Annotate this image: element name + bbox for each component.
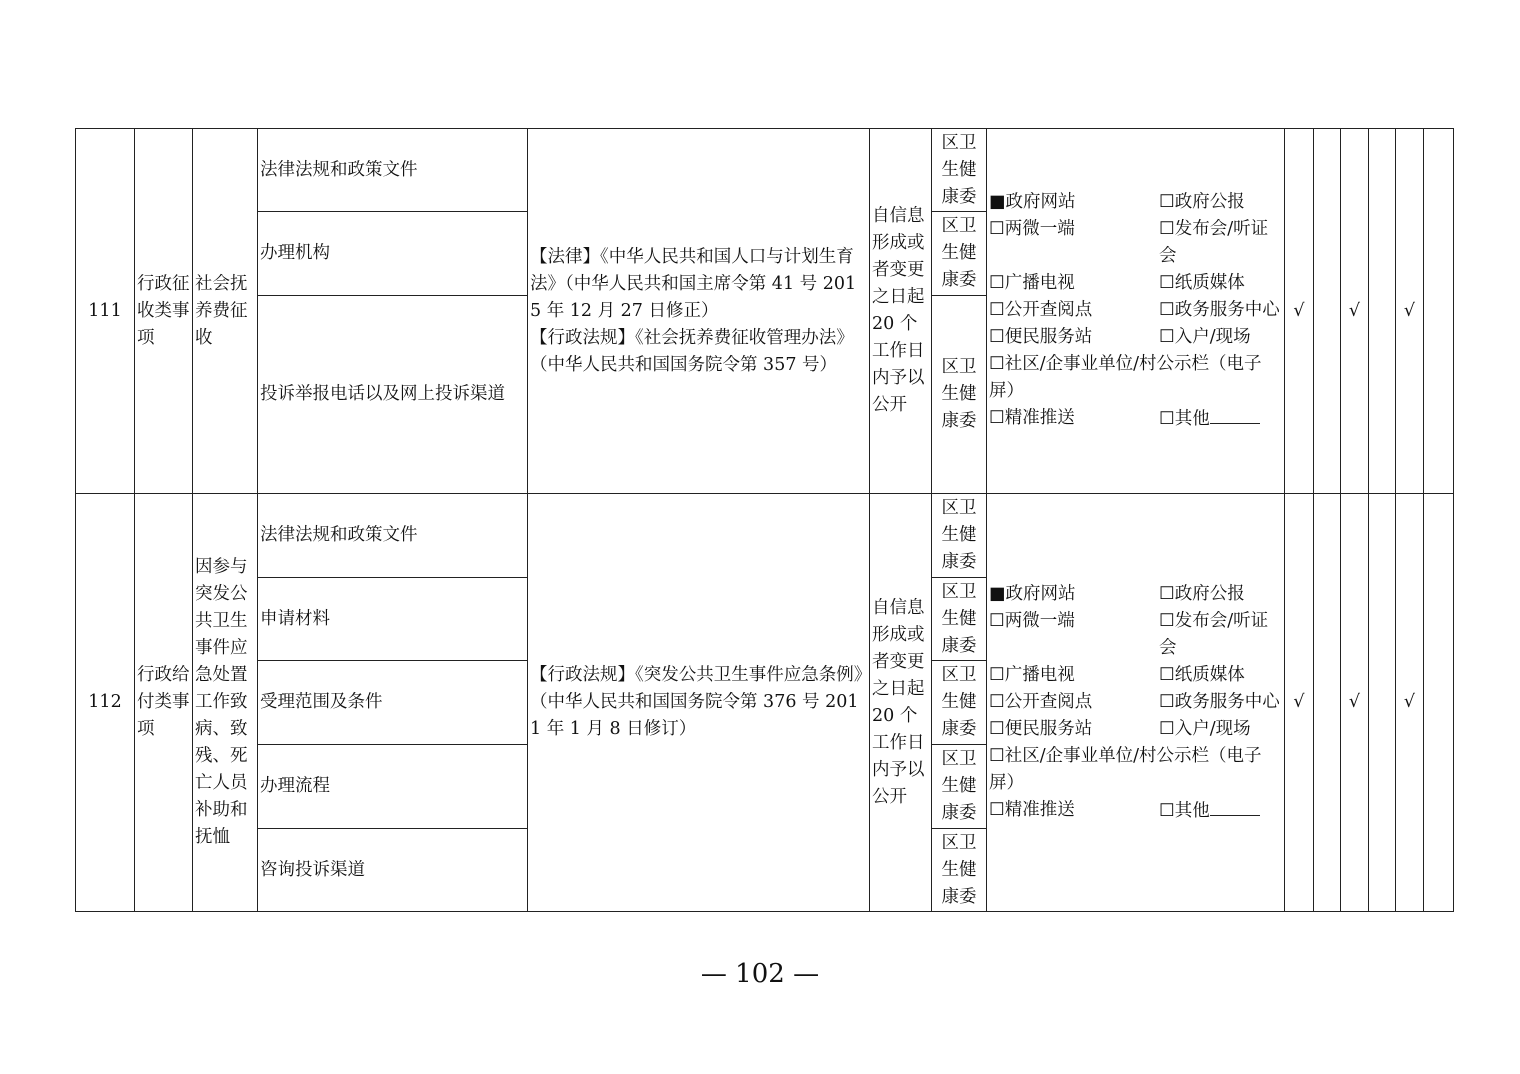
org-cell: 区卫生健康委 [932,212,987,296]
basis-regulation: 【行政法规】《社会抚养费征收管理办法》（中华人民共和国国务院令第 357 号） [530,327,854,375]
check-cell [1369,494,1396,912]
channel-paper: ☐纸质媒体 [1159,664,1245,685]
item-cell: 申请材料 [258,578,528,661]
channel-board: ☐社区/企事业单位/村公示栏（电子屏） [989,745,1262,793]
channel-convenience: ☐便民服务站 [989,718,1093,739]
check-cell: √ [1341,129,1369,494]
channel-gazette: ☐政府公报 [1159,192,1245,212]
channel-service-center: ☐政务服务中心 [1159,300,1280,320]
disclosure-table [75,128,1454,912]
channels-cell [987,494,1285,912]
check-cell [1424,129,1454,494]
channels-cell [987,129,1285,494]
channel-wechat: ☐两微一端 [989,610,1075,631]
page-number: — 102 — [700,959,820,989]
channel-push: ☐精准推送 [989,799,1075,820]
channel-convenience: ☐便民服务站 [989,327,1093,347]
channel-press: ☐发布会/听证会 [1159,219,1269,266]
channel-paper: ☐纸质媒体 [1159,273,1245,293]
table-row [76,494,1454,578]
org-cell: 区卫生健康委 [932,829,987,912]
item-cell: 办理机构 [258,212,528,296]
basis-cell [528,494,870,912]
subject-cell: 因参与突发公共卫生事件应急处置工作致病、致残、死亡人员补助和抚恤 [193,494,258,912]
table-row [76,129,1454,212]
channel-service-center: ☐政务服务中心 [1159,691,1280,712]
channel-reading: ☐公开查阅点 [989,300,1093,320]
check-cell: √ [1396,129,1424,494]
item-cell: 办理流程 [258,745,528,829]
channel-push: ☐精准推送 [989,408,1075,428]
category-cell: 行政征收类事项 [135,129,193,494]
org-cell: 区卫生健康委 [932,578,987,661]
channel-press: ☐发布会/听证会 [1159,610,1269,658]
channel-gov-site: ■政府网站 [989,192,1076,212]
channel-wechat: ☐两微一端 [989,219,1075,239]
item-cell: 法律法规和政策文件 [258,494,528,578]
check-cell [1314,129,1341,494]
org-cell: 区卫生健康委 [932,745,987,829]
channel-broadcast: ☐广播电视 [989,273,1075,293]
channel-board: ☐社区/企事业单位/村公示栏（电子屏） [989,354,1262,401]
channel-broadcast: ☐广播电视 [989,664,1075,685]
channel-onsite: ☐入户/现场 [1159,718,1251,739]
basis-cell [528,129,870,494]
channel-gazette: ☐政府公报 [1159,583,1245,604]
org-cell: 区卫生健康委 [932,494,987,578]
time-limit-cell: 自信息形成或者变更之日起 20 个工作日内予以公开 [870,129,932,494]
channel-other: ☐其他 [1159,797,1285,825]
channel-reading: ☐公开查阅点 [989,691,1093,712]
channel-other: ☐其他 [1159,405,1285,433]
item-cell: 咨询投诉渠道 [258,829,528,912]
check-cell [1424,494,1454,912]
check-cell: √ [1285,494,1314,912]
check-cell: √ [1396,494,1424,912]
check-cell: √ [1285,129,1314,494]
check-cell [1314,494,1341,912]
check-cell: √ [1341,494,1369,912]
channel-gov-site: ■政府网站 [989,583,1076,604]
row-number: 111 [76,129,135,494]
org-cell: 区卫生健康委 [932,661,987,745]
item-cell: 法律法规和政策文件 [258,129,528,212]
basis-law: 【法律】《中华人民共和国人口与计划生育法》（中华人民共和国主席令第 41 号 2015 年 12 月 27 日修正） [530,246,857,321]
subject-cell: 社会抚养费征收 [193,129,258,494]
channel-onsite: ☐入户/现场 [1159,327,1251,347]
basis-regulation: 【行政法规】《突发公共卫生事件应急条例》（中华人民共和国国务院令第 376 号 2011 年 1 月 8 日修订） [530,665,863,739]
row-number: 112 [76,494,135,912]
category-cell: 行政给付类事项 [135,494,193,912]
check-cell [1369,129,1396,494]
item-cell: 受理范围及条件 [258,661,528,745]
org-cell: 区卫生健康委 [932,296,987,494]
org-cell: 区卫生健康委 [932,129,987,212]
time-limit-cell: 自信息形成或者变更之日起 20 个工作日内予以公开 [870,494,932,912]
item-cell: 投诉举报电话以及网上投诉渠道 [258,296,528,494]
